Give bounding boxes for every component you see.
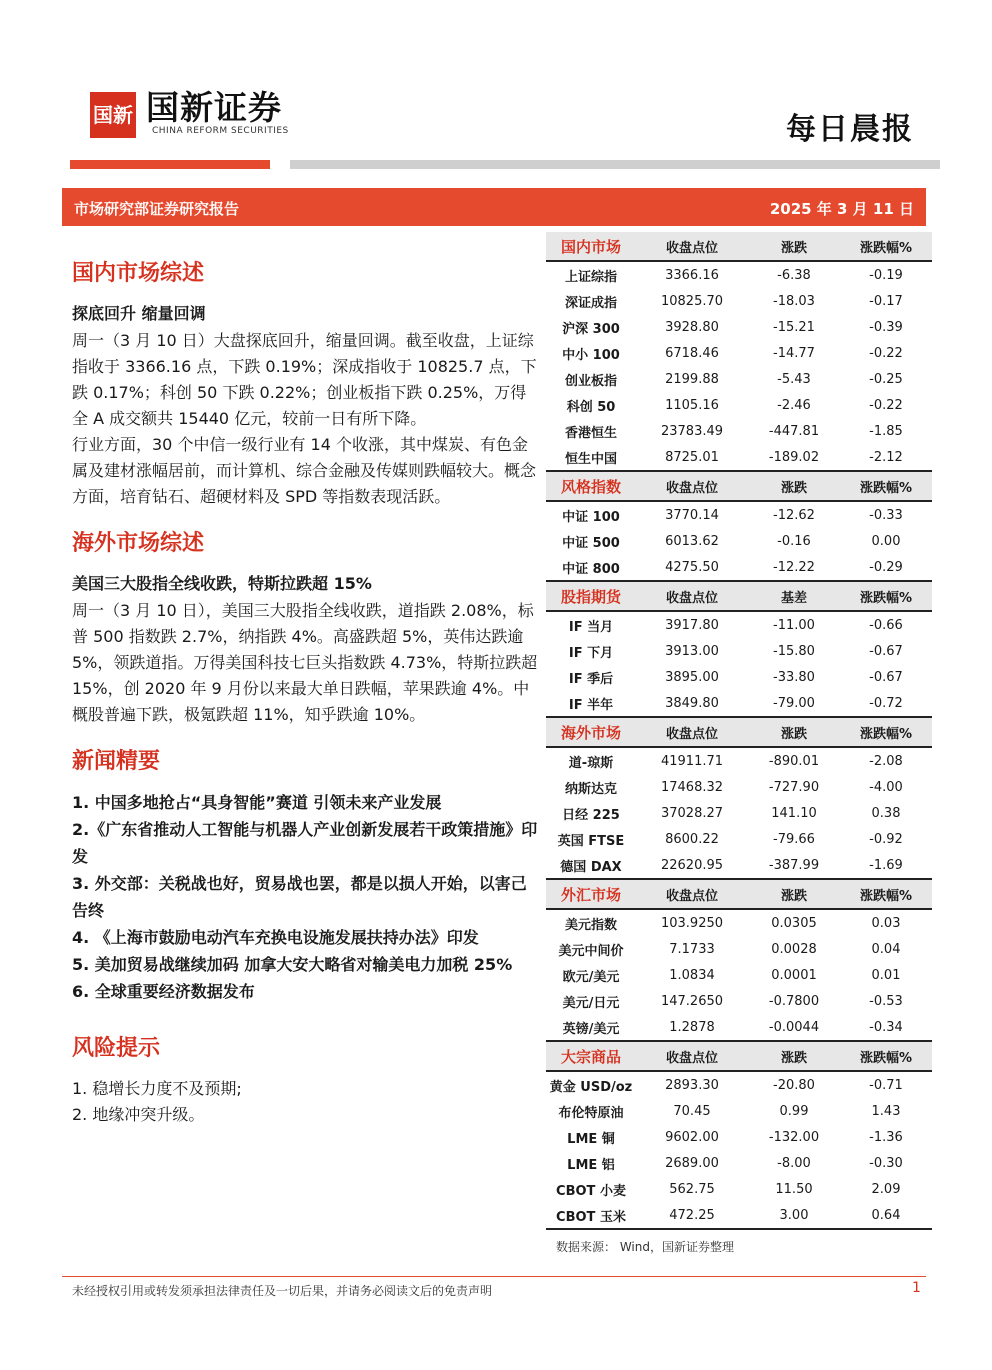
risk-title: 风险提示 <box>72 1035 161 1061</box>
table-row <box>546 366 932 392</box>
table-cell: -0.7800 <box>768 993 820 1009</box>
instrument-name: 中证 800 <box>546 554 636 581</box>
table-cell: 8600.22 <box>665 831 719 847</box>
table-cell: -0.34 <box>840 1014 932 1041</box>
table-cell: 41911.71 <box>660 753 724 769</box>
logo-mark: 国新 <box>90 92 136 138</box>
instrument-name: 美元指数 <box>564 917 617 933</box>
table-cell: -0.29 <box>840 554 932 581</box>
table-row <box>546 1202 932 1229</box>
table-row <box>546 909 932 936</box>
data-source-note: 数据来源： Wind，国新证券整理 <box>556 1240 734 1254</box>
table-cell: 6718.46 <box>665 345 719 361</box>
instrument-name: 深证成指 <box>564 295 617 311</box>
table-cell: -33.80 <box>773 669 815 685</box>
table-cell: -0.39 <box>869 319 903 335</box>
instrument-name: IF 半年 <box>546 690 636 717</box>
table-cell: 8725.01 <box>636 444 748 471</box>
header-divider-red <box>70 160 270 169</box>
news-item: 5. 美加贸易战继续加码 加拿大安大略省对输美电力加税 25% <box>72 955 513 974</box>
instrument-name: 创业板指 <box>564 373 617 389</box>
domestic-subhead: 探底回升 缩量回调 <box>72 304 206 323</box>
table-row <box>546 528 932 554</box>
news-item: 1. 中国多地抢占“具身智能”赛道 引领未来产业发展 <box>72 793 442 812</box>
group-name: 风格指数 <box>546 471 636 501</box>
column-header: 基差 <box>748 581 840 611</box>
instrument-name: 德国 DAX <box>546 852 636 879</box>
department-label: 市场研究部证券研究报告 <box>74 200 240 218</box>
table-cell: 141.10 <box>771 805 817 821</box>
table-cell: 7.1733 <box>669 941 715 957</box>
table-cell: 0.38 <box>871 805 901 821</box>
column-header: 收盘点位 <box>636 717 748 747</box>
column-header: 涨跌 <box>748 471 840 501</box>
table-cell: 1.2878 <box>636 1014 748 1041</box>
table-cell: -1.69 <box>840 852 932 879</box>
table-cell: -0.72 <box>840 690 932 717</box>
instrument-name: IF 季后 <box>568 671 614 687</box>
instrument-name: 中证 500 <box>562 535 620 551</box>
table-cell: -447.81 <box>768 423 820 439</box>
table-cell: 37028.27 <box>660 805 724 821</box>
table-cell: -0.17 <box>869 293 903 309</box>
table-row <box>546 340 932 366</box>
footer-divider <box>62 1276 926 1277</box>
table-cell: -890.01 <box>768 753 820 769</box>
column-header: 涨跌 <box>748 1041 840 1071</box>
table-cell: 3849.80 <box>636 690 748 717</box>
column-header: 涨跌幅% <box>840 879 932 909</box>
column-header: 涨跌幅% <box>840 471 932 501</box>
table-group-header <box>546 581 932 611</box>
table-cell: -12.22 <box>748 554 840 581</box>
table-cell: -6.38 <box>777 267 811 283</box>
table-cell: 2893.30 <box>665 1077 719 1093</box>
table-cell: -12.62 <box>773 507 815 523</box>
instrument-name: 布伦特原油 <box>558 1105 624 1121</box>
overseas-paragraph: 周一（3 月 10 日），美国三大股指全线收跌，道指跌 2.08%，标普 500 指数跌 2.7%，纳指跌 4%。高盛跌超 5%，英伟达跌逾 5%，领跌道指。万得美国科技七巨头指数跌 4.73%，特斯拉跌超 15%，创 2020 年 9 月份以来最大单日跌幅，苹果跌逾 4%。中概股普遍下跌，极氪跌超 11%，知乎跌逾 10%。 <box>72 601 538 724</box>
table-cell: 0.0028 <box>771 941 817 957</box>
table-cell: 9602.00 <box>665 1129 719 1145</box>
table-row <box>546 288 932 314</box>
table-cell: -0.67 <box>869 643 903 659</box>
instrument-name: LME 铜 <box>567 1131 615 1147</box>
table-cell: 472.25 <box>636 1202 748 1229</box>
overseas-title: 海外市场综述 <box>72 530 205 556</box>
instrument-name: 英国 FTSE <box>557 833 625 849</box>
report-type-title: 每日晨报 <box>786 112 914 147</box>
risk-item: 1. 稳增长力度不及预期; <box>72 1079 242 1098</box>
table-cell: -0.19 <box>869 267 903 283</box>
page-number: 1 <box>912 1280 921 1296</box>
instrument-name: 香港恒生 <box>564 425 617 441</box>
table-row <box>546 936 932 962</box>
market-data-panel <box>546 232 932 1255</box>
instrument-name: 中小 100 <box>562 347 620 363</box>
column-header: 涨跌幅% <box>840 232 932 261</box>
table-cell: -4.00 <box>869 779 903 795</box>
table-cell: 0.03 <box>871 915 901 931</box>
table-cell: -0.30 <box>869 1155 903 1171</box>
risk-list <box>72 1076 542 1128</box>
domestic-paragraph-1: 周一（3 月 10 日）大盘探底回升，缩量回调。截至收盘，上证综指收于 3366.16 点，下跌 0.19%；深成指收于 10825.7 点，下跌 0.17%；科创 50 下跌 0.22%；创业板指下跌 0.25%，万得全 A 成交额共 15440 亿元，较前一日有所下降。 <box>72 331 537 428</box>
table-cell: -18.03 <box>773 293 815 309</box>
column-header: 涨跌幅% <box>840 1041 932 1071</box>
footer-disclaimer: 未经授权引用或转发须承担法律责任及一切后果，并请务必阅读文后的免责声明 <box>72 1284 493 1298</box>
group-name: 大宗商品 <box>546 1041 636 1071</box>
instrument-name: 美元中间价 <box>558 943 624 959</box>
instrument-name: 沪深 300 <box>562 321 620 337</box>
column-header: 收盘点位 <box>636 471 748 501</box>
table-cell: 0.01 <box>871 967 901 983</box>
table-cell: -0.53 <box>869 993 903 1009</box>
table-row <box>546 1176 932 1202</box>
news-list <box>72 789 542 1005</box>
table-cell: -5.43 <box>777 371 811 387</box>
table-cell: -0.22 <box>869 345 903 361</box>
instrument-name: CBOT 玉米 <box>546 1202 636 1229</box>
instrument-name: 美元/日元 <box>562 995 620 1011</box>
table-row <box>546 852 932 879</box>
table-cell: 1.0834 <box>669 967 715 983</box>
column-header: 收盘点位 <box>636 1041 748 1071</box>
table-cell: -387.99 <box>748 852 840 879</box>
table-cell: 6013.62 <box>665 533 719 549</box>
market-data-table <box>546 232 932 1230</box>
table-cell: 2.09 <box>871 1181 901 1197</box>
report-banner <box>62 188 926 226</box>
table-cell: 562.75 <box>669 1181 715 1197</box>
table-cell: 1.43 <box>871 1103 901 1119</box>
table-cell: -2.46 <box>777 397 811 413</box>
group-name: 外汇市场 <box>546 879 636 909</box>
table-row <box>546 1150 932 1176</box>
instrument-name: IF 下月 <box>568 645 614 661</box>
instrument-name: LME 铝 <box>567 1157 615 1173</box>
table-cell: 23783.49 <box>660 423 724 439</box>
column-header: 涨跌 <box>748 232 840 261</box>
table-row <box>546 554 932 581</box>
news-item: 6. 全球重要经济数据发布 <box>72 982 255 1001</box>
table-cell: 0.0001 <box>771 967 817 983</box>
table-row <box>546 392 932 418</box>
table-cell: -2.12 <box>840 444 932 471</box>
table-cell: -0.71 <box>869 1077 903 1093</box>
group-name: 海外市场 <box>546 717 636 747</box>
table-row <box>546 962 932 988</box>
table-cell: 3928.80 <box>665 319 719 335</box>
instrument-name: 英镑/美元 <box>546 1014 636 1041</box>
table-cell: -20.80 <box>773 1077 815 1093</box>
table-cell: 147.2650 <box>660 993 724 1009</box>
instrument-name: 日经 225 <box>562 807 620 823</box>
domestic-title: 国内市场综述 <box>72 260 205 286</box>
column-header: 涨跌幅% <box>840 581 932 611</box>
table-row <box>546 664 932 690</box>
news-item: 3. 外交部：关税战也好，贸易战也罢，都是以损人开始，以害己告终 <box>72 874 527 920</box>
group-name: 股指期货 <box>546 581 636 611</box>
table-cell: 17468.32 <box>660 779 724 795</box>
table-row <box>546 1014 932 1041</box>
table-cell: 3913.00 <box>665 643 719 659</box>
table-group-header <box>546 717 932 747</box>
table-cell: 3.00 <box>748 1202 840 1229</box>
table-cell: 0.64 <box>840 1202 932 1229</box>
table-row <box>546 1124 932 1150</box>
table-row <box>546 501 932 528</box>
table-row <box>546 638 932 664</box>
table-cell: -11.00 <box>773 617 815 633</box>
instrument-name: 欧元/美元 <box>562 969 620 985</box>
table-cell: -79.00 <box>748 690 840 717</box>
table-row <box>546 261 932 288</box>
table-cell: -0.66 <box>869 617 903 633</box>
table-cell: 70.45 <box>673 1103 711 1119</box>
instrument-name: 黄金 USD/oz <box>549 1079 633 1095</box>
logo-english-name: CHINA REFORM SECURITIES <box>152 126 289 136</box>
table-group-header <box>546 232 932 261</box>
table-group-header <box>546 471 932 501</box>
table-cell: -0.16 <box>777 533 811 549</box>
table-cell: 3917.80 <box>665 617 719 633</box>
column-header: 收盘点位 <box>636 232 748 261</box>
table-cell: -14.77 <box>773 345 815 361</box>
news-item: 2.《广东省推动人工智能与机器人产业创新发展若干政策措施》印发 <box>72 820 538 866</box>
table-cell: 2689.00 <box>665 1155 719 1171</box>
table-cell: 3366.16 <box>665 267 719 283</box>
table-group-header <box>546 1041 932 1071</box>
group-name: 国内市场 <box>546 232 636 261</box>
table-cell: 22620.95 <box>636 852 748 879</box>
table-cell: 11.50 <box>775 1181 813 1197</box>
column-header: 涨跌 <box>748 879 840 909</box>
instrument-name: CBOT 小麦 <box>556 1183 626 1199</box>
instrument-name: 恒生中国 <box>546 444 636 471</box>
table-cell: -0.92 <box>869 831 903 847</box>
instrument-name: IF 当月 <box>568 619 614 635</box>
table-row <box>546 800 932 826</box>
table-cell: -132.00 <box>768 1129 820 1145</box>
logo-name: 国新证券 <box>146 88 282 127</box>
risk-item: 2. 地缘冲突升级。 <box>72 1105 205 1124</box>
table-cell: -15.21 <box>773 319 815 335</box>
table-row <box>546 444 932 471</box>
domestic-paragraph-2: 行业方面，30 个中信一级行业有 14 个收涨，其中煤炭、有色金属及建材涨幅居前，而计算机、综合金融及传媒则跌幅较大。概念方面，培育钻石、超硬材料及 SPD 等指数表现活跃。 <box>72 435 537 506</box>
table-cell: -189.02 <box>748 444 840 471</box>
table-cell: -727.90 <box>768 779 820 795</box>
table-row <box>546 747 932 774</box>
column-header: 涨跌幅% <box>840 717 932 747</box>
column-header: 涨跌 <box>748 717 840 747</box>
table-row <box>546 418 932 444</box>
table-cell: -0.33 <box>869 507 903 523</box>
table-cell: -0.25 <box>869 371 903 387</box>
table-row <box>546 1071 932 1098</box>
table-cell: -0.67 <box>869 669 903 685</box>
instrument-name: 纳斯达克 <box>564 781 617 797</box>
report-date: 2025 年 3 月 11 日 <box>769 200 914 218</box>
table-cell: -0.0044 <box>748 1014 840 1041</box>
table-row <box>546 314 932 340</box>
instrument-name: 上证综指 <box>564 269 617 285</box>
table-cell: 3770.14 <box>665 507 719 523</box>
table-group-header <box>546 879 932 909</box>
table-cell: 1105.16 <box>665 397 719 413</box>
table-cell: 4275.50 <box>636 554 748 581</box>
table-cell: 0.99 <box>779 1103 809 1119</box>
table-cell: -1.85 <box>869 423 903 439</box>
column-header: 收盘点位 <box>636 581 748 611</box>
table-row <box>546 1098 932 1124</box>
table-cell: 0.0305 <box>771 915 817 931</box>
table-cell: 0.04 <box>871 941 901 957</box>
table-row <box>546 611 932 638</box>
table-row <box>546 774 932 800</box>
table-row <box>546 826 932 852</box>
table-cell: 2199.88 <box>665 371 719 387</box>
table-cell: -15.80 <box>773 643 815 659</box>
table-cell: -1.36 <box>869 1129 903 1145</box>
instrument-name: 道-琼斯 <box>568 755 614 771</box>
instrument-name: 科创 50 <box>566 399 616 415</box>
table-cell: -0.22 <box>869 397 903 413</box>
instrument-name: 中证 100 <box>562 509 620 525</box>
table-row <box>546 988 932 1014</box>
overseas-subhead: 美国三大股指全线收跌，特斯拉跌超 15% <box>72 574 372 593</box>
table-cell: -8.00 <box>777 1155 811 1171</box>
table-cell: 10825.70 <box>660 293 724 309</box>
table-cell: -2.08 <box>869 753 903 769</box>
header-divider-gray <box>290 160 940 169</box>
table-cell: 0.00 <box>871 533 901 549</box>
news-title: 新闻精要 <box>72 748 161 774</box>
table-cell: -79.66 <box>773 831 815 847</box>
table-cell: 103.9250 <box>660 915 724 931</box>
news-item: 4. 《上海市鼓励电动汽车充换电设施发展扶持办法》印发 <box>72 928 479 947</box>
table-cell: 3895.00 <box>665 669 719 685</box>
column-header: 收盘点位 <box>636 879 748 909</box>
table-row <box>546 690 932 717</box>
left-column <box>72 250 542 1128</box>
